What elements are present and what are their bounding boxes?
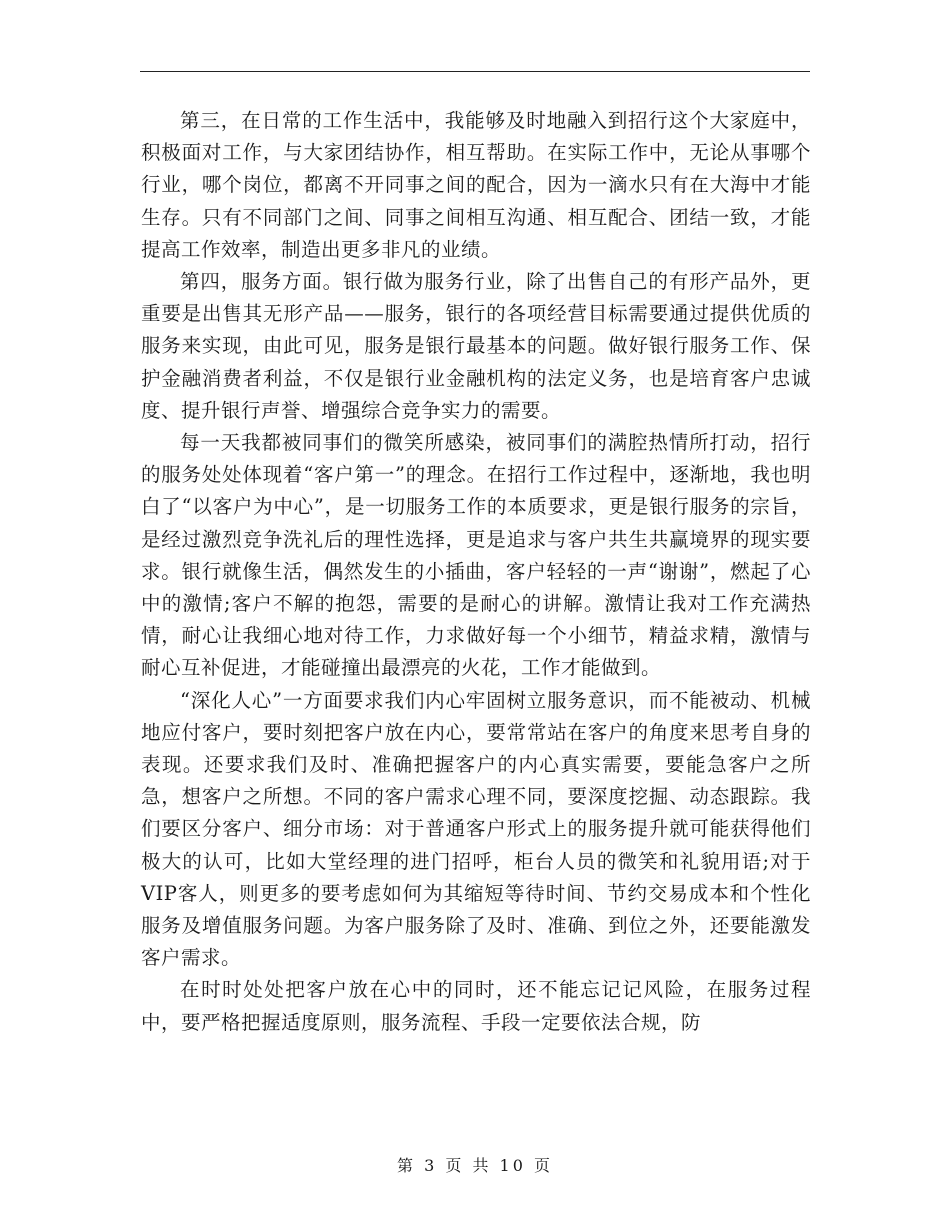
page-number-footer: 第 3 页 共 10 页 <box>397 1156 553 1175</box>
body-text <box>141 105 811 1039</box>
paragraph-daily-service: 每一天我都被同事们的微笑所感染，被同事们的满腔热情所打动，招行的服务处处体现着“客户第一”的理念。在招行工作过程中，逐渐地，我也明白了“以客户为中心”，是一切服务工作的本质要求，更是银行服务的宗旨，是经过激烈竞争洗礼后的理性选择，更是追求与客户共生共赢境界的现实要求。银行就像生活，偶然发生的小插曲，客户轻轻的一声“谢谢”，燃起了心中的激情;客户不解的抱怨，需要的是耐心的讲解。激情让我对工作充满热情，耐心让我细心地对待工作，力求做好每一个小细节，精益求精，激情与耐心互补促进，才能碰撞出最漂亮的火花，工作才能做到。 <box>141 431 811 680</box>
paragraph-risk: 在时时处处把客户放在心中的同时，还不能忘记记风险，在服务过程中，要严格把握适度原则，服务流程、手段一定要依法合规，防 <box>141 978 811 1034</box>
paragraph-deepen-heart: “深化人心”一方面要求我们内心牢固树立服务意识，而不能被动、机械地应付客户，要时刻把客户放在内心，要常常站在客户的角度来思考自身的表现。还要求我们及时、准确把握客户的内心真实需要，要能急客户之所急，想客户之所想。不同的客户需求心理不同，要深度挖掘、动态跟踪。我们要区分客户、细分市场：对于普通客户形式上的服务提升就可能获得他们极大的认可，比如大堂经理的进门招呼，柜台人员的微笑和礼貌用语;对于VIP客人，则更多的要考虑如何为其缩短等待时间、节约交易成本和个性化服务及增值服务问题。为客户服务除了及时、准确、到位之外，还要能激发客户需求。 <box>141 688 811 970</box>
paragraph-third-point: 第三，在日常的工作生活中，我能够及时地融入到招行这个大家庭中，积极面对工作，与大家团结协作，相互帮助。在实际工作中，无论从事哪个行业，哪个岗位，都离不开同事之间的配合，因为一滴水只有在大海中才能生存。只有不同部门之间、同事之间相互沟通、相互配合、团结一致，才能提高工作效率，制造出更多非凡的业绩。 <box>141 109 811 261</box>
header-rule <box>140 71 810 72</box>
paragraph-fourth-point: 第四，服务方面。银行做为服务行业，除了出售自己的有形产品外，更重要是出售其无形产品——服务，银行的各项经营目标需要通过提供优质的服务来实现，由此可见，服务是银行最基本的问题。做好银行服务工作、保护金融消费者利益，不仅是银行业金融机构的法定义务，也是培育客户忠诚度、提升银行声誉、增强综合竞争实力的需要。 <box>141 270 811 422</box>
